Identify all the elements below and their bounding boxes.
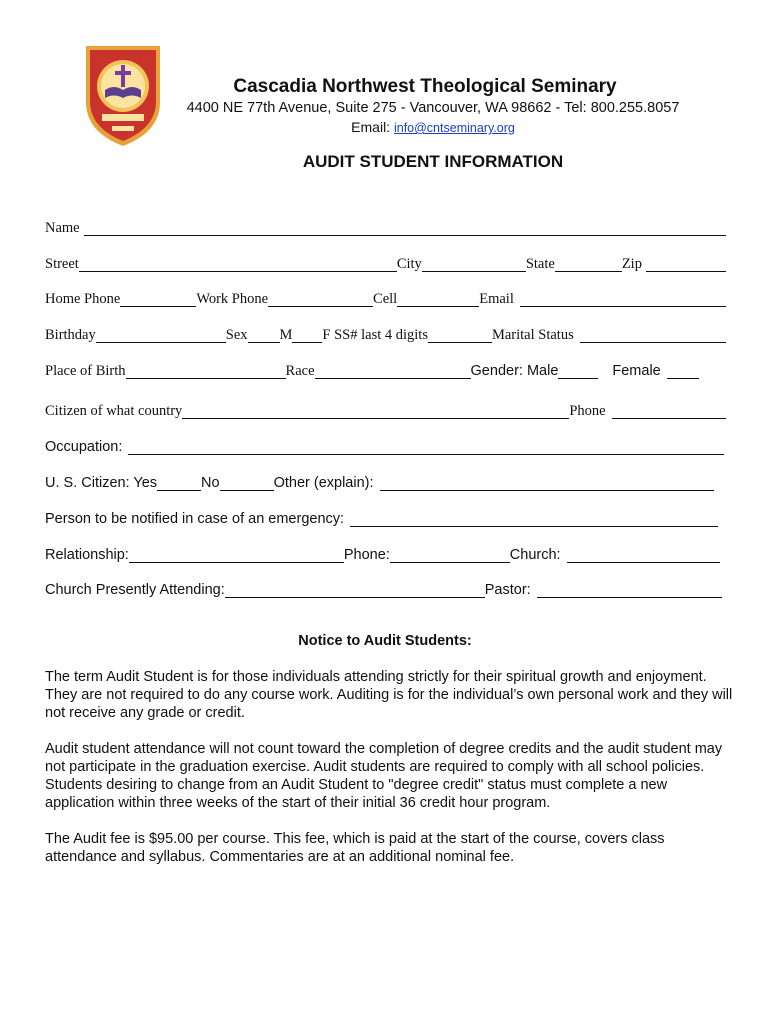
city-field[interactable] (422, 257, 526, 272)
emergency-phone-field[interactable] (390, 548, 510, 563)
place-of-birth-label: Place of Birth (45, 363, 126, 379)
gender-male-field[interactable] (558, 364, 598, 379)
church-attending-label: Church Presently Attending: (45, 582, 225, 598)
home-phone-label: Home Phone (45, 291, 121, 307)
notice-paragraph-2: Audit student attendance will not count toward the completion of degree credits and the audit student may not participate in the graduation exercise. Audit students are required to comply with all school policies. Students desiring to change from an Audit Student to "degree credit" status must complete a new application within three weeks of the start of their initial 36 credit hour program. (45, 741, 723, 811)
race-field[interactable] (315, 364, 471, 379)
us-citizen-no-field[interactable] (220, 476, 274, 491)
notice-title: Notice to Audit Students: (298, 633, 472, 649)
school-name: Cascadia Northwest Theological Seminary (233, 76, 617, 97)
sex-field[interactable] (248, 328, 280, 343)
state-label: State (525, 256, 555, 272)
email-field[interactable] (520, 292, 726, 307)
other-explain-label: Other (explain): (273, 475, 374, 491)
home-phone-field[interactable] (120, 292, 196, 307)
row-origin (45, 359, 726, 379)
email-label: Email: (351, 119, 394, 135)
row-church-attending (45, 578, 722, 598)
birthday-field[interactable] (96, 328, 226, 343)
gender-female-field[interactable] (667, 364, 699, 379)
citizen-country-field[interactable] (182, 404, 569, 419)
notice-paragraph-1: The term Audit Student is for those individuals attending strictly for their spiritual growth and enjoyment. They are not required to do any course work. Auditing is for the individual’s own personal work and they will not receive any grade or credit. (45, 669, 733, 721)
occupation-label: Occupation: (45, 439, 123, 455)
emergency-phone-label: Phone: (343, 547, 390, 563)
work-phone-label: Work Phone (196, 291, 269, 307)
us-citizen-no-label: No (201, 475, 220, 491)
gender-male-label: Gender: Male (470, 363, 559, 379)
church-attending-field[interactable] (225, 583, 485, 598)
pastor-label: Pastor: (484, 582, 531, 598)
email-field-label: Email (479, 291, 514, 307)
state-field[interactable] (555, 257, 622, 272)
male-option-label: M (279, 327, 293, 343)
other-explain-field[interactable] (380, 476, 714, 491)
sex-label: Sex (225, 327, 248, 343)
row-relationship (45, 543, 720, 563)
work-phone-field[interactable] (268, 292, 373, 307)
notice-paragraph-3: The Audit fee is $95.00 per course. This fee, which is paid at the start of the course, covers class attendance and syllabus. Commentaries are at an additional nominal fee. (45, 831, 665, 865)
gender-female-label: Female (612, 363, 661, 379)
us-citizen-yes-field[interactable] (157, 476, 201, 491)
male-option-field[interactable] (292, 328, 322, 343)
phone-label: Phone (569, 403, 606, 419)
emergency-contact-label: Person to be notified in case of an emergency: (45, 511, 345, 527)
church-label: Church: (509, 547, 561, 563)
marital-status-field[interactable] (580, 328, 726, 343)
ss-label: F SS# last 4 digits (322, 327, 428, 343)
name-label: Name (45, 220, 80, 236)
street-field[interactable] (79, 257, 397, 272)
city-label: City (396, 256, 422, 272)
row-citizenship (45, 399, 726, 419)
cell-field[interactable] (397, 292, 479, 307)
row-personal (45, 323, 726, 343)
street-label: Street (45, 256, 79, 272)
marital-status-label: Marital Status (491, 327, 574, 343)
church-field[interactable] (567, 548, 720, 563)
row-us-citizen (45, 471, 714, 491)
row-address (45, 252, 726, 272)
birthday-label: Birthday (45, 327, 96, 343)
pastor-field[interactable] (537, 583, 722, 598)
email-line (0, 119, 770, 135)
row-emergency (45, 507, 718, 527)
document-title: AUDIT STUDENT INFORMATION (302, 152, 564, 171)
race-label: Race (285, 363, 315, 379)
email-link[interactable]: info@cntseminary.org (393, 121, 515, 135)
relationship-field[interactable] (129, 548, 344, 563)
zip-label: Zip (621, 256, 642, 272)
occupation-field[interactable] (128, 440, 724, 455)
zip-field[interactable] (646, 257, 726, 272)
emergency-contact-field[interactable] (350, 512, 718, 527)
row-contact (45, 287, 726, 307)
name-field[interactable] (84, 221, 726, 236)
us-citizen-yes-label: U. S. Citizen: Yes (45, 475, 158, 491)
school-address: 4400 NE 77th Avenue, Suite 275 - Vancouver, WA 98662 - Tel: 800.255.8057 (186, 100, 680, 116)
relationship-label: Relationship: (45, 547, 129, 563)
cell-label: Cell (373, 291, 398, 307)
citizen-country-label: Citizen of what country (45, 403, 183, 419)
row-occupation (45, 435, 724, 455)
place-of-birth-field[interactable] (126, 364, 286, 379)
ss-field[interactable] (428, 328, 492, 343)
phone-field[interactable] (612, 404, 726, 419)
row-name (45, 216, 726, 236)
